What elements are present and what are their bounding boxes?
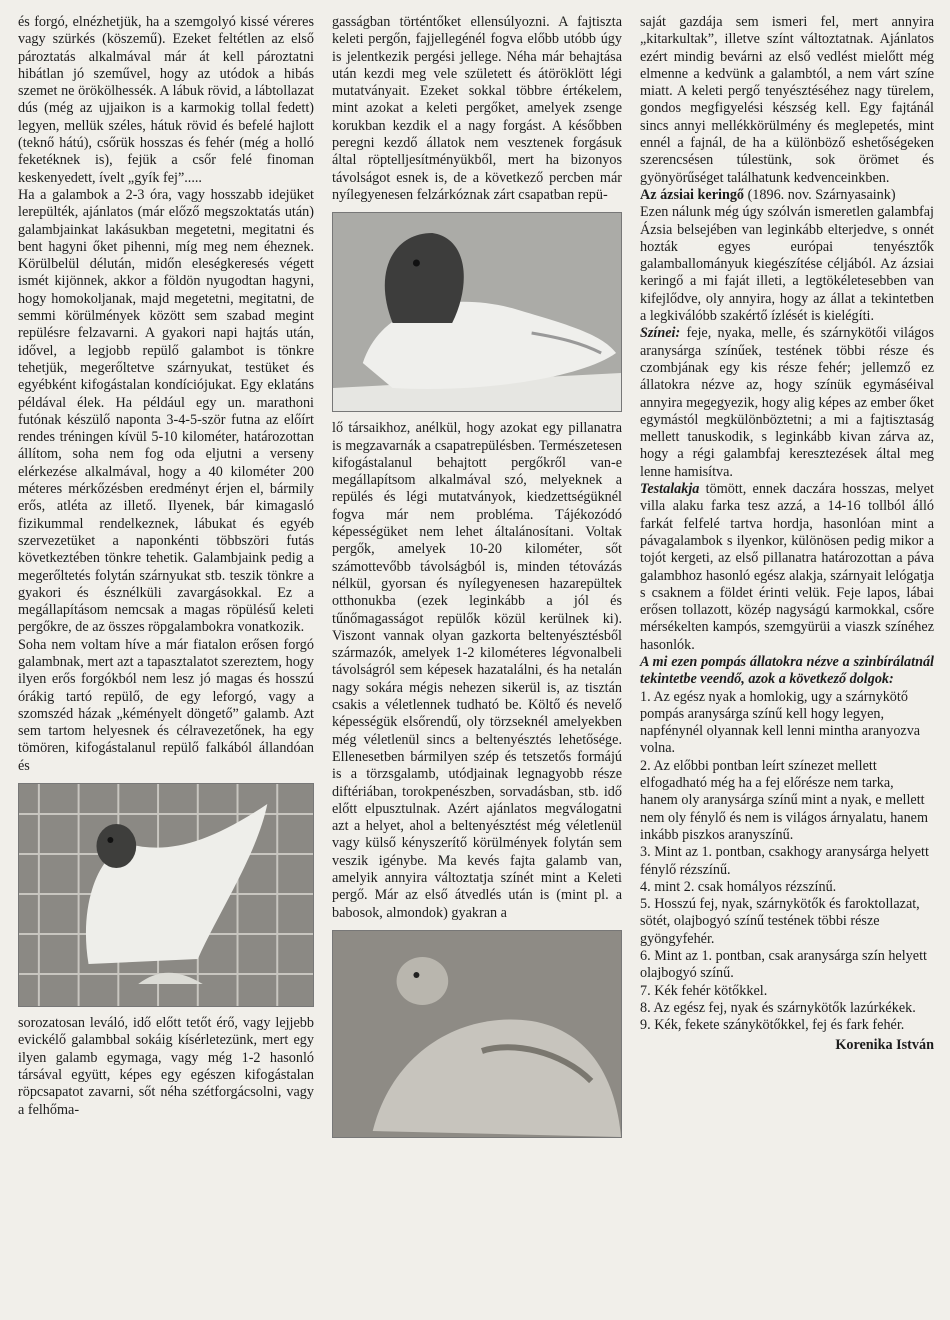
author-signature: Korenika István [835,1036,934,1053]
testalakja-text: tömött, ennek daczára hosszas, melyet villa alaku farka tesz azzá, a 14-16 tollból álló farkát felfelé tartva hordja, hasonlóan mint a pávagalambok s ilyenkor, különösen pedig mikor a tojót kergeti, az első pillanatra határozottan a páva galambhoz hasonló egész alakja, szárnyait lelógatja s csaknem a földet érinti velük. Feje lapos, lábai erősen tollazott, közép nagyságú karmokkal, csőre mérsékelten kampós, szemgyürüi a viaszk színéhez hasonlók. [640,481,934,653]
col1-paragraph-4: sorozatosan leváló, idő előtt tetőt érő, vagy lejjebb evickélő galambbal sokáig kísérletezünk, mert egy ilyen galamb egymaga, vagy még 1-2 hasonló társával együtt, képes egy egészen kifogástalan röpcsapatot zavarni, sőt néha szétforgácsolni, vagy a felhőma- [18,1015,314,1118]
list-item: 8. Az egész fej, nyak és szárnykötők lazúrkékek. [640,999,916,1016]
list-item: 5. Hosszú fej, nyak, szárnykötők és faroktollazat, sötét, olajbogyó színű testének többi része gyöngyfehér. [640,896,920,947]
col2-paragraph-2: lő társaikhoz, anélkül, hogy azokat egy pillanatra is megzavarnák a csapatrepülésben. Természetesen kifogástalanul behajtott pergőkről van-e megállapítsom alkalmával szó, melyeknek a repülés és légi mutatványok, kiedzettségüknél fogva már nem probléma. Tájékozódó képességüket nem lehet általánosítani. Voltak pergők, amelyek 10-20 kilométer, sőt számottevőbb távolságból is, minden tétovázás nélkül, gyorsan és nyílegyenesen hazarepültek otthonukba (ezek leginkább a jól és tűnőmagasságot repülők közül kerülnek ki). Viszont vannak olyan gazkorta beltenyésztésből származók, amelyek 1-2 kilométeres légvonalbeli távolságról sem képesek hazatalálni, és ha netalán nagy sokára mégis nehezen sikerül is, az tisztán csakis a véletlennek tudható be. Költő és nevelő képességük elsőrendű, oly törzseknél amelyekben még véletlenül sincs a beltenyésztés lehetősége. Ellenesetben bármilyen szép és tetszetős formájú is a törzsgalamb, utódjainak legnagyobb része diftériában, torokpenészben, sorvadásban, stb. idő előtt elpusztulnak. Azért ajánlatos megválogatni azt a helyet, ahol a beltenyésztést még véletlenül vagy külső kényszerítő körülmények folytán sem veszik igénybe. Ma kevés fajta galamb van, amelyik annyira változtatja színét mint a Keleti pergő. Már az első átvedlés után is (mint pl. a babosok, almondok) gyakran a [332,420,622,921]
col3-paragraph-4 [640,481,934,654]
section-source: (1896. nov. Szárnyasaink) [744,186,896,203]
list-item: 9. Kék, fekete szánykötőkkel, fej és fark fehér. [640,1017,905,1034]
testalakja-label: Testalakja [640,481,700,498]
col3-paragraph-1: saját gazdája sem ismeri fel, mert annyira „kitarkultak”, illetve színt változtatnak. Ajánlatos ezért mindig bevárni az első vedlést mielőtt még elmenne a kedvünk a galambtól, a nem várt színe miatt. A keleti pergő tenyésztéséhez nagy türelem, gondos megfigyelési készség kell. Egy fajtánál sincs annyi mellékkörülmény és meglepetés, mint ennél a fajnál, de ha a különböző eshetőségeken szerencsésen túlestünk, sok örömet és gyönyörűséget találhatunk kedvenceinkben. [640,14,934,186]
column-1 [18,14,314,1119]
col3-paragraph-2: Ezen nálunk még úgy szólván ismeretlen galambfaj Ázsia belsejében van leginkább elterjedve, s onnét hozták egyes európai tenyésztők galamballományuk kiegészítése céljából. Az ázsiai keringő a mi faját illeti, a legtökéletesebben van kifejlődve, oly annyira, hogy az állat a tekintetben a legkiválóbb szakértő ízlését is kielégíti. [640,204,934,325]
column-2 [332,14,622,1146]
list-item: 3. Mint az 1. pontban, csakhogy aranysárga helyett fénylő rézszínű. [640,844,929,878]
szinei-label: Színei: [640,325,681,342]
col2-paragraph-1: gasságban történtőket ellensúlyozni. A fajtiszta keleti pergőn, fajjellegénél fogva előbb utóbb úgy is jelentkezik pergési jellege. Néha már behajtása után kezdi meg vele született és átöröklött légi mutatványait. Ezeket sokkal többre értékelem, mint azokat a keleti pergőket, amelyek zsenge korukban kezdik el a nagy forgást. A későbben peregni kezdő állatok nem vesztenek forgásuk által röptelljesítményükből, mert ha bizonyos távolságot esnek is, de a következő percben már nyílegyenesen felzárkóznak zárt csapatban repü- [332,14,622,203]
list-item: 7. Kék fehér kötőkkel. [640,982,768,999]
col1-paragraph-2: Ha a galambok a 2-3 óra, vagy hosszabb idejüket lerepülték, ajánlatos (már előző megszoktatás után) galambjainkat lakásukban megetetni, megitatni és bent hagyni őket pihenni, míg meg nem éheznek. Körülbelül délután, midőn eleségkeresés végett ismét kijönnek, akkor a földön nyugodtan hagyni, hogy homokoljanak, majd megetetni, megitatni, de semmi körülmények között sem szabad megint repülésre felzavarni. A gyakori napi hajtás után, idővel, a legjobb repülő galambot is tönkre tehetjük, megerőltetve szárnyukat, testüket és egyébként kifogástalan kondíciójukat. Egy eklatáns példával élek. Ha például egy un. marathoni futónak készülő naponta 3-4-5-ször futna az előírt rendes tréningen kívül 5-10 kilométer, határozottan állítom, soha nem fog oda eljutni a verseny elérkezése alkalmával, hogy a 40 kilométer 200 méteres mérkőzésben eredményt érjen el, bármily erős, atléta az illető. Ilyenek, bár kimagasló fizikummal rendelkeznek, lábukat és egyéb szervezetüket a naponkénti többszöri futás következtében tönkre tehetik. Galambjaink pedig a megerőltetés folytán szárnyukat stb. teszik tönkre a gyakori és észnélküli zavargásokkal. Ez a megállapításom nemcsak a magas röpülésű keleti pergőkre, de az összes röpgalambokra vonatkozik. [18,186,314,636]
pigeon-photo-cage [18,783,314,1007]
section-title: Az ázsiai keringő [640,186,745,203]
pigeon-photo-white [332,212,622,412]
column-3 [640,14,934,1054]
section-heading-line [640,187,934,204]
list-item: 1. Az egész nyak a homlokig, ugy a szárnykötő pompás aranysárga színű kell hogy legyen, napfénynél olyannak kell lenni mintha aranyozva volna. [640,688,921,757]
pigeon-photo-dark [332,930,622,1138]
list-item: 4. mint 2. csak homályos rézszínű. [640,878,837,895]
col1-paragraph-1: és forgó, elnézhetjük, ha a szemgolyó kissé véreres vagy szürkés (köszemű). Ezeket feltétlen az első pároztatás alkalmával már át kell pároztatni hibátlan jó szeművel, hogy az utódok a hibás szemet ne örökölhessék. A lábuk rövid, a lábtollazat dús (még az ujjaikon is a karmokig tollal fedett) legyen, mellük széles, hátuk rövid és befelé hajlott (teknő hátú), csőrük hosszas és fehér (még a holló feketéknek is), fejük a csőr felé finoman keskenyedett, ívelt „gyík fej”..... [18,14,314,186]
col3-paragraph-3 [640,325,934,481]
list-item: 2. Az előbbi pontban leírt színezet mellett elfogadható még ha a fej előrésze nem tarka, hanem oly aranysárga színű mint a nyak, e mellett nem oly fénylő és nem is világos árnyalatu, hanem inkább piszkos aranyszínű. [640,757,929,843]
criteria-list [640,689,934,1035]
col1-paragraph-3: Soha nem voltam híve a már fiatalon erősen forgó galambnak, mert azt a tapasztalatot szereztem, hogy ilyen erős forgókból nem lesz jó magas és hosszú órákig tartó repülő, de egy leforgó, vagy a szomszéd házak „kéményelt döngető” galamb. Azt sem tartom helyesnek és célravezetőnek, ha egy tömören, kifogástalanul repülő falkából állandóan és [18,636,314,774]
szinei-text: feje, nyaka, melle, és szárnykötői világos aranysárga színűek, testének többi része és czombjának egy kis része fehér; jellemző ez állatokra nézve az, hogy színük egymáséival annyira megegyezik, hogy alig képes az ember őket egymástól megkülönböztetni; a mi a fajtisztaság mellett tanuskodik, s leginkább kivan zárva az, hogy a régi galambfaj keresztezések által meg lenne hamisítva. [640,325,934,480]
criteria-heading: A mi ezen pompás állatokra nézve a szinbírálatnál tekintetbe veendő, azok a következő dolgok: [640,653,934,688]
list-item: 6. Mint az 1. pontban, csak aranysárga szín helyett olajbogyó színű. [640,948,927,982]
